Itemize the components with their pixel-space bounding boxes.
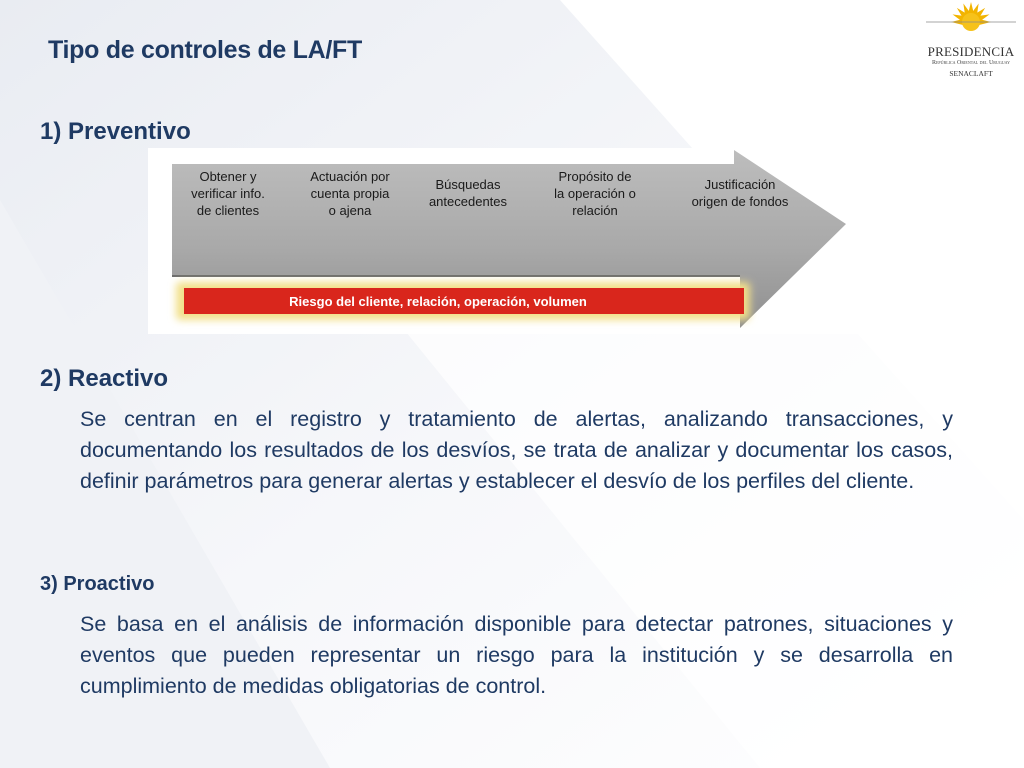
- process-step-3-line-1: Búsquedas: [435, 177, 501, 192]
- process-step-2-line-3: o ajena: [328, 203, 372, 218]
- process-step-2-line-2: cuenta propia: [310, 186, 390, 201]
- logo-subtitle: República Oriental del Uruguay: [931, 60, 1011, 66]
- reactivo-paragraph: Se centran en el registro y tratamiento de alertas, analizando transacciones, y documentando los resultados de los desvíos, se trata de analizar y documentar los casos, definir parámetros para generar alertas y establecer el desvío de los perfiles del cliente.: [80, 407, 953, 493]
- process-step-1: [191, 169, 265, 218]
- process-step-5-line-2: origen de fondos: [691, 194, 789, 209]
- process-step-4-line-2: la operación o: [554, 186, 636, 201]
- process-step-3-line-2: antecedentes: [428, 194, 508, 209]
- process-step-4-line-1: Propósito de: [558, 169, 632, 184]
- logo-title: PRESIDENCIA: [927, 44, 1015, 59]
- section-heading-reactivo: 2) Reactivo: [40, 365, 169, 392]
- section-heading-preventivo: 1) Preventivo: [40, 118, 191, 145]
- slide-title: Tipo de controles de LA/FT: [48, 36, 362, 64]
- section-heading-proactivo: 3) Proactivo: [40, 573, 155, 595]
- risk-bar-label: Riesgo del cliente, relación, operación, volumen: [289, 294, 587, 309]
- process-step-5-line-1: Justificación: [704, 177, 776, 192]
- process-step-1-line-3: de clientes: [196, 203, 260, 218]
- proactivo-paragraph: Se basa en el análisis de información disponible para detectar patrones, situaciones y eventos que pueden representar un riesgo para la institución y se desarrolla en cumplimiento de medidas obligatorias de control.: [80, 612, 953, 698]
- logo-agency: SENACLAFT: [949, 69, 993, 78]
- preventive-process-diagram: [148, 148, 860, 334]
- process-step-1-line-2: verificar info.: [191, 186, 265, 201]
- process-step-1-line-1: Obtener y: [199, 169, 257, 184]
- process-step-2-line-1: Actuación por: [310, 169, 390, 184]
- process-step-4-line-3: relación: [572, 203, 618, 218]
